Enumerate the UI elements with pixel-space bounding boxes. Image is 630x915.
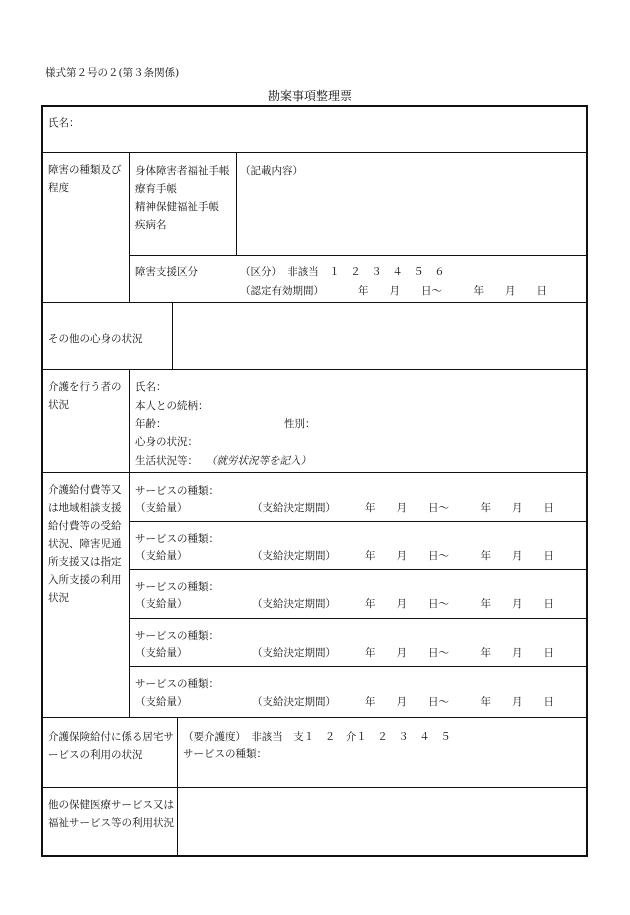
benefit-dates: 年 月 日～ 年 月 日 [365, 598, 554, 610]
benefits-label: 介護給付費等又は地域相談支援給付費等の受給状況、障害児通所支援又は指定入所支援の利用状況 [48, 484, 122, 604]
disability-type-disease: 疾病名 [135, 219, 167, 231]
disability-type-physical: 身体障害者福祉手帳 [135, 165, 230, 177]
benefit-amount: （支給量） [135, 502, 188, 514]
disability-label: 障害の種類及び程度 [48, 164, 122, 194]
caregiver-living-note: （就労状況等を記入） [206, 455, 311, 467]
benefit-period: （支給決定期間） [252, 696, 336, 708]
form-number: 様式第２号の２(第３条関係) [45, 67, 180, 79]
benefit-amount: （支給量） [135, 550, 188, 562]
validity-dates: 年 月 日～ 年 月 日 [358, 285, 547, 297]
benefit-amount: （支給量） [135, 696, 188, 708]
benefit-service-type: サービスの種類： [135, 533, 219, 545]
record-contents-label: （記載内容） [240, 165, 303, 177]
caregiver-gender: 性別： [284, 418, 316, 430]
disability-type-rehab: 療育手帳 [135, 183, 177, 195]
ltc-service-type: サービスの種類： [183, 748, 267, 760]
benefit-service-type: サービスの種類： [135, 485, 219, 497]
disability-type-mental: 精神保健福祉手帳 [135, 201, 219, 213]
caregiver-age: 年齢： [135, 418, 167, 430]
form-title: 勘案事項整理票 [268, 89, 353, 103]
benefit-period: （支給決定期間） [252, 502, 336, 514]
name-label: 氏名： [48, 117, 80, 129]
benefit-service-type: サービスの種類： [135, 678, 219, 690]
support-class-label: 障害支援区分 [135, 266, 198, 278]
benefit-period: （支給決定期間） [252, 598, 336, 610]
benefit-dates: 年 月 日～ 年 月 日 [365, 502, 554, 514]
benefit-amount: （支給量） [135, 598, 188, 610]
benefit-dates: 年 月 日～ 年 月 日 [365, 647, 554, 659]
other-services-label: 他の保健医療サービス又は福祉サービス等の利用状況 [48, 799, 174, 829]
benefit-period: （支給決定期間） [252, 647, 336, 659]
benefit-period: （支給決定期間） [252, 550, 336, 562]
ltc-label: 介護保険給付に係る居宅サービスの利用の状況 [48, 731, 174, 761]
caregiver-condition: 心身の状況： [135, 436, 198, 448]
validity-label: （認定有効期間） [240, 285, 324, 297]
benefit-dates: 年 月 日～ 年 月 日 [365, 696, 554, 708]
ltc-care-level: （要介護度） 非該当 支１ ２ 介１ ２ ３ ４ ５ [183, 731, 451, 743]
benefit-dates: 年 月 日～ 年 月 日 [365, 550, 554, 562]
caregiver-name: 氏名： [135, 381, 167, 393]
support-class-options: （区分） 非該当 １ ２ ３ ４ ５ ６ [240, 266, 445, 278]
caregiver-relation: 本人との続柄： [135, 400, 209, 412]
caregiver-label: 介護を行う者の状況 [48, 381, 122, 411]
benefit-amount: （支給量） [135, 647, 188, 659]
benefit-service-type: サービスの種類： [135, 581, 219, 593]
benefit-service-type: サービスの種類： [135, 630, 219, 642]
caregiver-living: 生活状況等： [135, 455, 198, 467]
mental-physical-label: その他の心身の状況 [48, 333, 143, 345]
